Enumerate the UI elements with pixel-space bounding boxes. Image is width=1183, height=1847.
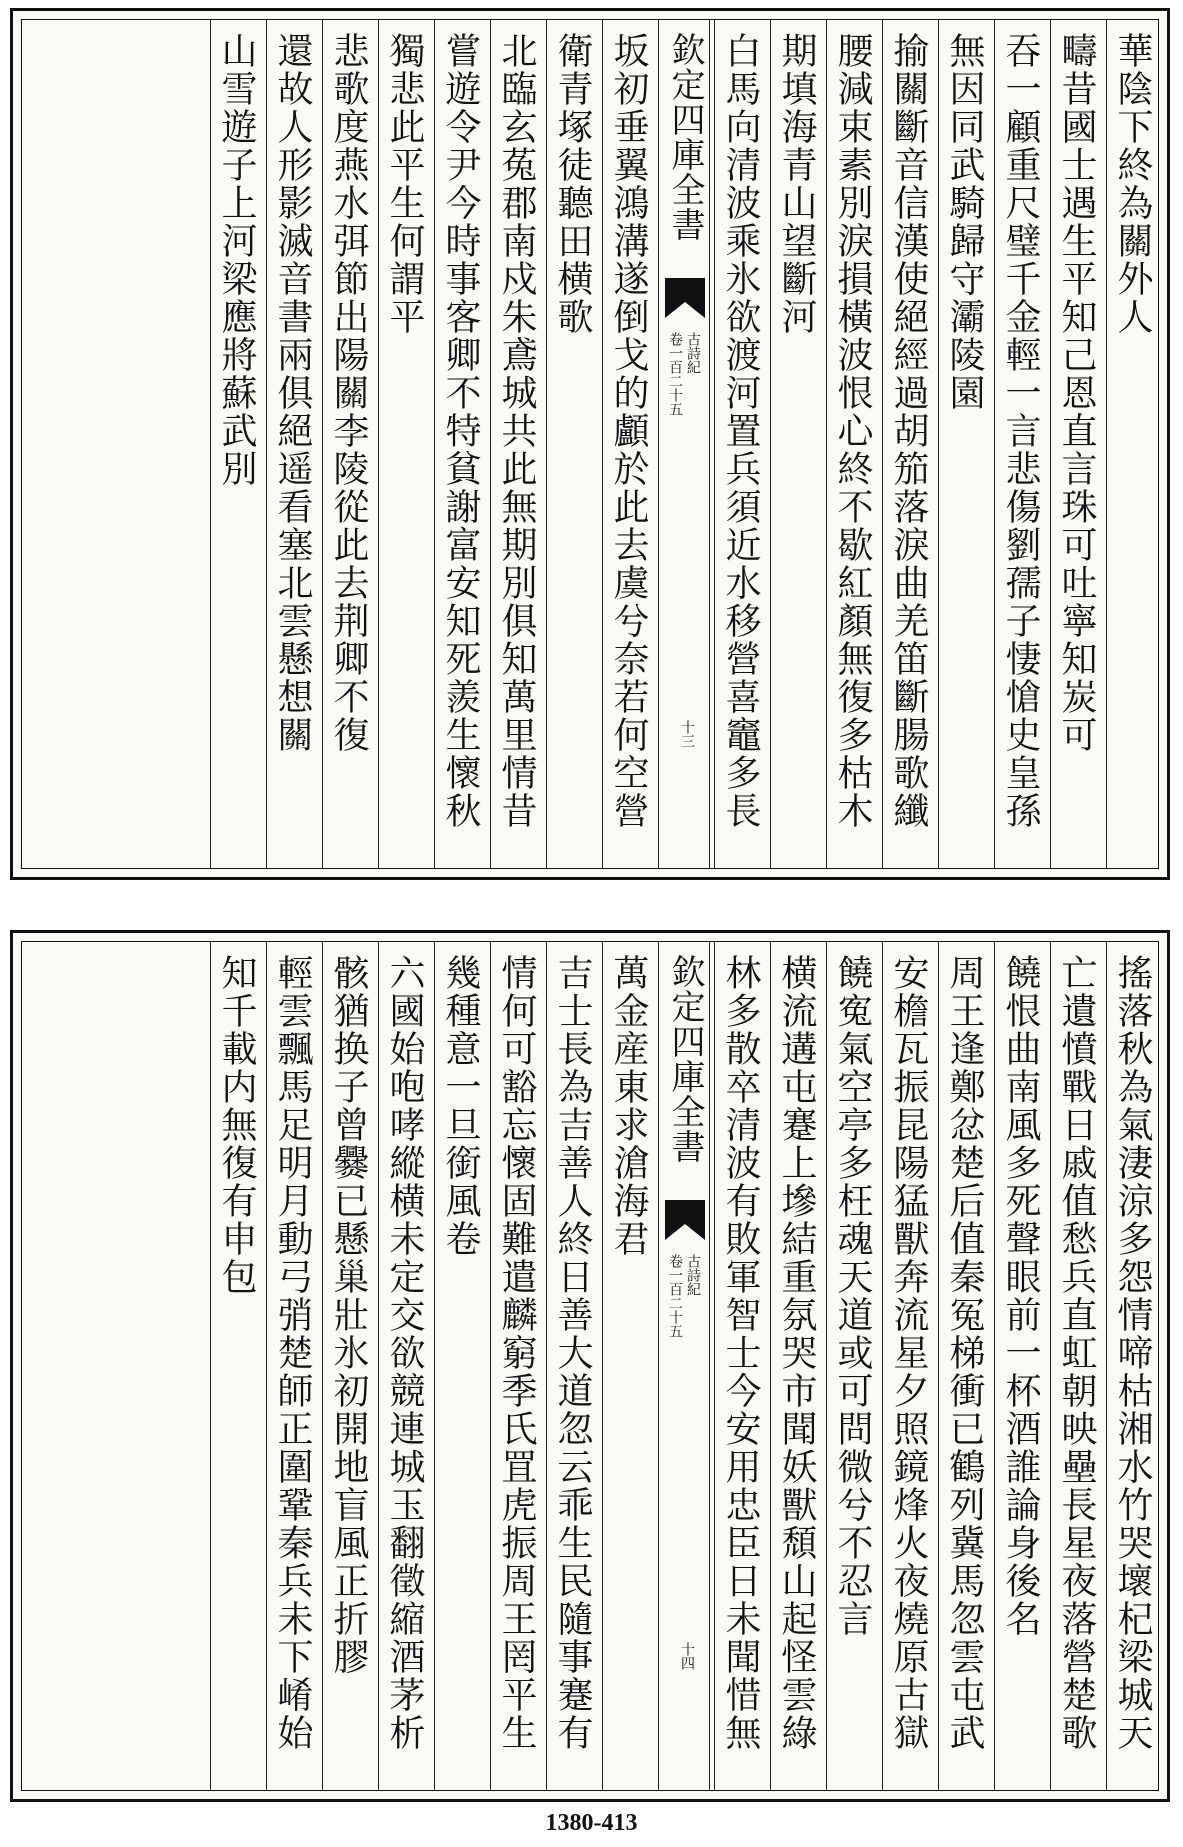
bottom-column-4: 周王逢鄭忿楚后值秦冤梯衝已鶴列冀馬忽雲屯武 xyxy=(938,942,990,1790)
top-center-title: 欽定四庫全書 xyxy=(665,32,705,242)
top-center-book: 古詩紀 xyxy=(685,332,701,374)
top-column-5: 揄關斷音信漢使絕經過胡笳落淚曲羌笛斷腸歌纖 xyxy=(882,20,934,868)
top-column-13: 獨悲此平生何謂平 xyxy=(378,20,430,868)
bottom-column-7: 横流遘屯蹇上墋結重氛哭市聞妖獸頹山起怪雲綠 xyxy=(770,942,822,1790)
top-column-3: 吞一顧重尺璧千金輕一言悲傷劉孺子悽愴史皇孫 xyxy=(994,20,1046,868)
bottom-column-9: 萬金産東求滄海君 xyxy=(602,942,654,1790)
page-reference-number: 1380-413 xyxy=(545,1810,638,1836)
top-column-2: 疇昔國士遇生平知己恩直言珠可吐寧知炭可 xyxy=(1050,20,1102,868)
bottom-center-volume: 卷一百二十五 xyxy=(667,1254,683,1338)
top-page xyxy=(10,8,1170,880)
bottom-column-16: 知千載内無復有申包 xyxy=(210,942,262,1790)
bottom-column-5: 安檐瓦振昆陽猛獸奔流星夕照鏡烽火夜燒原古獄 xyxy=(882,942,934,1790)
bottom-center-folio: 十四 xyxy=(679,1642,695,1670)
bottom-column-13: 六國始咆哮縱横未定交欲競連城玉翻徵縮酒茅析 xyxy=(378,942,430,1790)
top-column-14: 悲歌度燕水弭節出陽關李陵從此去荆卿不復 xyxy=(322,20,374,868)
top-center-folio: 十三 xyxy=(679,720,695,748)
bottom-center-title: 欽定四庫全書 xyxy=(665,954,705,1164)
top-column-1: 華陰下終為關外人 xyxy=(1106,20,1158,868)
bottom-column-1: 搖落秋為氣淒涼多怨情啼枯湘水竹哭壞杞梁城天 xyxy=(1106,942,1158,1790)
bottom-column-6: 饒寃氣空亭多枉魂天道或可問微兮不忍言 xyxy=(826,942,878,1790)
top-center-volume: 卷一百二十五 xyxy=(667,332,683,416)
top-column-6: 腰減束素別淚損橫波恨心終不歇紅顏無復多枯木 xyxy=(826,20,878,868)
top-column-10: 衛青塚徒聽田横歌 xyxy=(546,20,598,868)
top-column-9: 坂初垂翼鴻溝遂倒戈的顱於此去虞兮奈若何空營 xyxy=(602,20,654,868)
top-column-11: 北臨玄菟郡南戍朱鳶城共此無期別俱知萬里情昔 xyxy=(490,20,542,868)
bottom-page-frame xyxy=(21,941,1159,1791)
bottom-fish-tail-mark xyxy=(665,1200,705,1240)
top-column-8: 白馬向清波乘氷欲渡河置兵須近水移營喜竈多長 xyxy=(714,20,766,868)
bottom-center-column xyxy=(658,942,710,1790)
top-column-4: 無因同武騎歸守灞陵園 xyxy=(938,20,990,868)
top-fish-tail-mark xyxy=(665,278,705,318)
bottom-column-3: 饒恨曲南風多死聲眼前一杯酒誰論身後名 xyxy=(994,942,1046,1790)
bottom-column-12: 幾種意一旦銜風卷 xyxy=(434,942,486,1790)
bottom-column-8: 林多散卒清波有敗軍智士今安用忠臣日未聞惜無 xyxy=(714,942,766,1790)
bottom-column-11: 情何可豁忘懷固難遣麟窮季氏罝虎振周王罔平生 xyxy=(490,942,542,1790)
top-page-frame xyxy=(21,19,1159,869)
bottom-center-book: 古詩紀 xyxy=(685,1254,701,1296)
bottom-column-10: 吉士長為吉善人終日善大道忽云乖生民隨事蹇有 xyxy=(546,942,598,1790)
bottom-column-14: 骸猶换子曾爨已懸巢壯氷初開地盲風正折膠 xyxy=(322,942,374,1790)
bottom-page xyxy=(10,930,1170,1802)
top-center-column xyxy=(658,20,710,868)
top-column-15: 還故人形影滅音書兩俱絕遥看塞北雲懸想關 xyxy=(266,20,318,868)
bottom-column-15: 輕雲飄馬足明月動弓弰楚師正圍鞏秦兵未下崤始 xyxy=(266,942,318,1790)
bottom-column-2: 亡遺憤戰日戚值愁兵直虹朝映壘長星夜落營楚歌 xyxy=(1050,942,1102,1790)
top-column-16: 山雪遊子上河梁應將蘇武別 xyxy=(210,20,262,868)
top-column-12: 嘗遊令尹今時事客卿不特貧謝富安知死羨生懷秋 xyxy=(434,20,486,868)
top-column-7: 期填海青山望斷河 xyxy=(770,20,822,868)
